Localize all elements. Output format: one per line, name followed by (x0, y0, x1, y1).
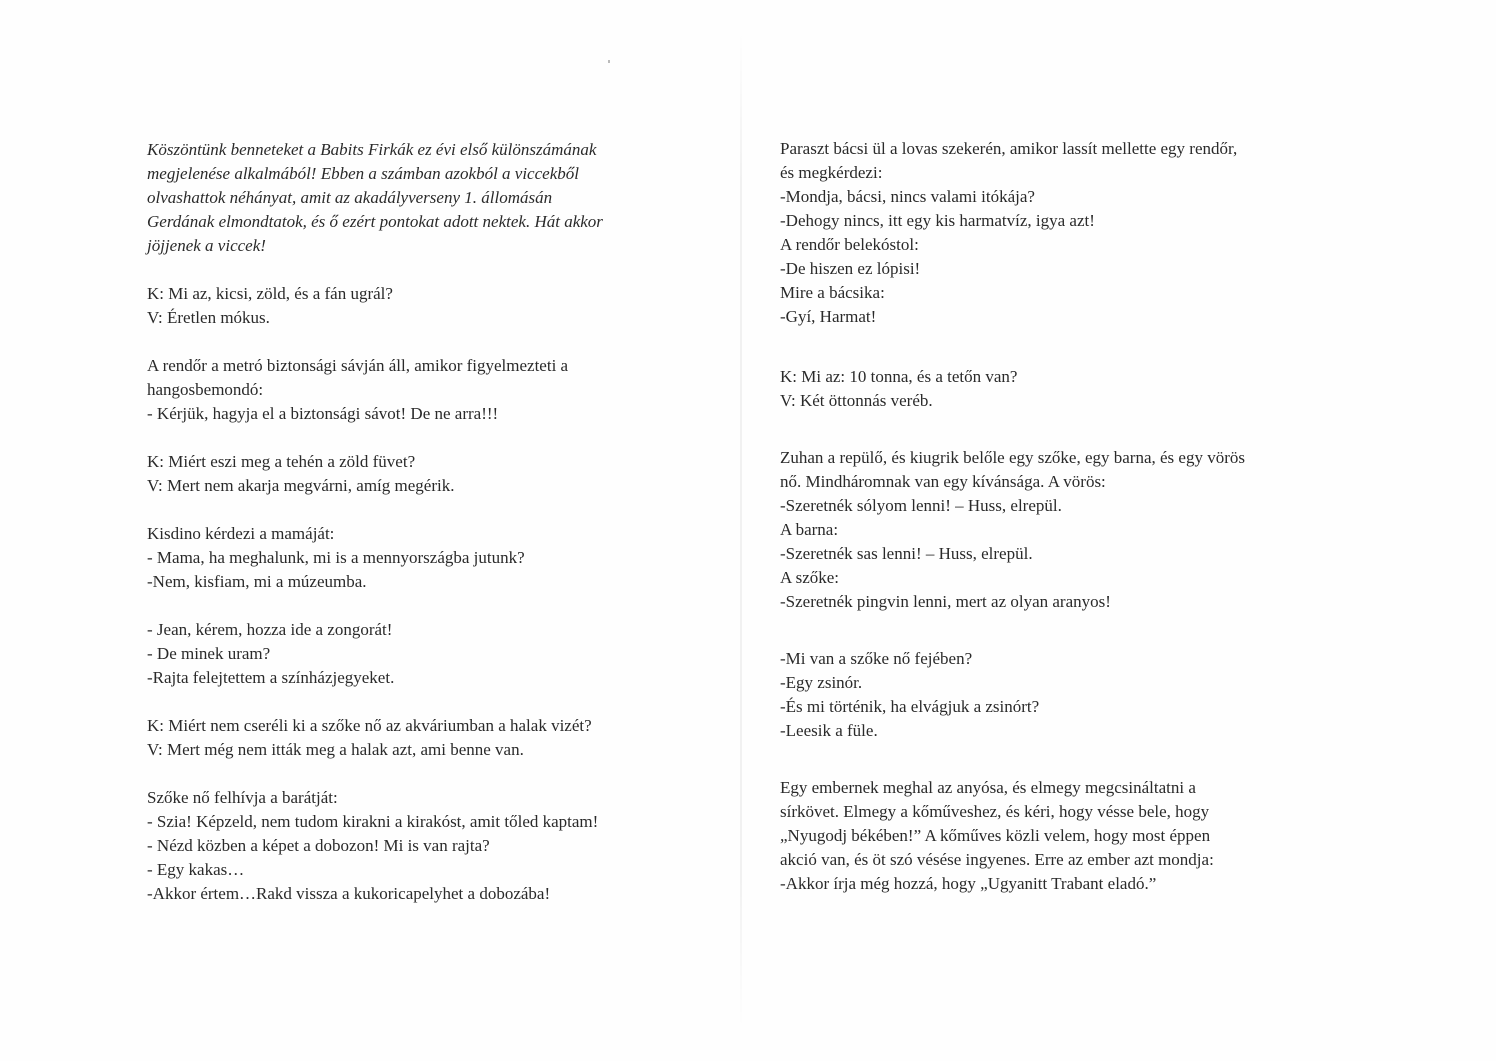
joke-line: A szőke: (780, 568, 840, 587)
intro-line: olvashattok néhányat, amit az akadályverseny 1. állomásán (147, 188, 553, 207)
joke-line: A rendőr belekóstol: (780, 235, 919, 254)
intro-line: Gerdának elmondtatok, és ő ezért pontokat adott nektek. Hát akkor (147, 212, 603, 231)
joke-line: Zuhan a repülő, és kiugrik belőle egy szőke, egy barna, és egy vörös (780, 448, 1245, 467)
joke-line: -Dehogy nincs, itt egy kis harmatvíz, igya azt! (780, 211, 1095, 230)
joke-block (780, 776, 1380, 896)
joke-line: sírkövet. Elmegy a kőműveshez, és kéri, hogy vésse bele, hogy (780, 802, 1210, 821)
joke-block (147, 450, 722, 498)
joke-line: -Mi van a szőke nő fejében? (780, 649, 973, 668)
joke-line: V: Mert még nem itták meg a halak azt, ami benne van. (147, 740, 524, 759)
joke-line: Kisdino kérdezi a mamáját: (147, 524, 335, 543)
joke-line: -Nem, kisfiam, mi a múzeumba. (147, 572, 367, 591)
joke-line: K: Mi az: 10 tonna, és a tetőn van? (780, 367, 1018, 386)
joke-block (147, 618, 722, 690)
joke-line: Egy embernek meghal az anyósa, és elmegy megcsináltatni a (780, 778, 1196, 797)
joke-line: -Mondja, bácsi, nincs valami itókája? (780, 187, 1035, 206)
joke-block (147, 786, 722, 906)
intro-line: Köszöntünk benneteket a Babits Firkák ez évi első különszámának (147, 140, 597, 159)
joke-line: „Nyugodj békében!” A kőműves közli velem, hogy most éppen (780, 826, 1211, 845)
joke-block (780, 647, 1380, 743)
joke-line: Mire a bácsika: (780, 283, 885, 302)
joke-line: -Szeretnék sólyom lenni! – Huss, elrepül. (780, 496, 1062, 515)
joke-line: K: Mi az, kicsi, zöld, és a fán ugrál? (147, 284, 393, 303)
joke-line: - Egy kakas… (147, 860, 245, 879)
joke-line: V: Mert nem akarja megvárni, amíg megérik. (147, 476, 455, 495)
joke-line: Szőke nő felhívja a barátját: (147, 788, 338, 807)
joke-line: és megkérdezi: (780, 163, 883, 182)
joke-line: nő. Mindháromnak van egy kívánsága. A vörös: (780, 472, 1106, 491)
joke-line: -Egy zsinór. (780, 673, 863, 692)
joke-line: - De minek uram? (147, 644, 271, 663)
joke-line: akció van, és öt szó vésése ingyenes. Erre az ember azt mondja: (780, 850, 1214, 869)
joke-line: - Kérjük, hagyja el a biztonsági sávot! De ne arra!!! (147, 404, 499, 423)
right-page (780, 137, 1380, 920)
joke-block (147, 714, 722, 762)
joke-line: - Jean, kérem, hozza ide a zongorát! (147, 620, 393, 639)
joke-block (780, 137, 1380, 329)
joke-line: -Szeretnék sas lenni! – Huss, elrepül. (780, 544, 1033, 563)
intro-line: megjelenése alkalmából! Ebben a számban azokból a viccekből (147, 164, 579, 183)
intro-paragraph (147, 138, 722, 258)
scan-speck (608, 60, 610, 63)
joke-line: - Nézd közben a képet a dobozon! Mi is van rajta? (147, 836, 490, 855)
intro-line: jöjjenek a viccek! (147, 236, 266, 255)
joke-line: - Mama, ha meghalunk, mi is a mennyországba jutunk? (147, 548, 525, 567)
page-fold (740, 30, 742, 1030)
joke-block (147, 354, 722, 426)
joke-block (780, 365, 1380, 413)
joke-line: -És mi történik, ha elvágjuk a zsinórt? (780, 697, 1040, 716)
joke-line: hangosbemondó: (147, 380, 264, 399)
joke-line: V: Éretlen mókus. (147, 308, 270, 327)
joke-line: -Gyí, Harmat! (780, 307, 877, 326)
joke-line: -De hiszen ez lópisi! (780, 259, 921, 278)
joke-line: K: Miért nem cseréli ki a szőke nő az akváriumban a halak vizét? (147, 716, 592, 735)
joke-line: Paraszt bácsi ül a lovas szekerén, amikor lassít mellette egy rendőr, (780, 139, 1238, 158)
joke-line: -Leesik a füle. (780, 721, 878, 740)
joke-line: A rendőr a metró biztonsági sávján áll, amikor figyelmezteti a (147, 356, 569, 375)
joke-line: -Szeretnék pingvin lenni, mert az olyan aranyos! (780, 592, 1111, 611)
joke-line: -Akkor írja még hozzá, hogy „Ugyanitt Trabant eladó.” (780, 874, 1157, 893)
joke-block (147, 522, 722, 594)
joke-line: A barna: (780, 520, 839, 539)
joke-line: -Rajta felejtettem a színházjegyeket. (147, 668, 395, 687)
joke-line: K: Miért eszi meg a tehén a zöld füvet? (147, 452, 416, 471)
joke-line: -Akkor értem…Rakd vissza a kukoricapelyhet a dobozába! (147, 884, 551, 903)
joke-line: V: Két öttonnás veréb. (780, 391, 933, 410)
left-page (147, 138, 722, 930)
joke-block (147, 282, 722, 330)
joke-line: - Szia! Képzeld, nem tudom kirakni a kirakóst, amit tőled kaptam! (147, 812, 599, 831)
joke-block (780, 446, 1380, 614)
